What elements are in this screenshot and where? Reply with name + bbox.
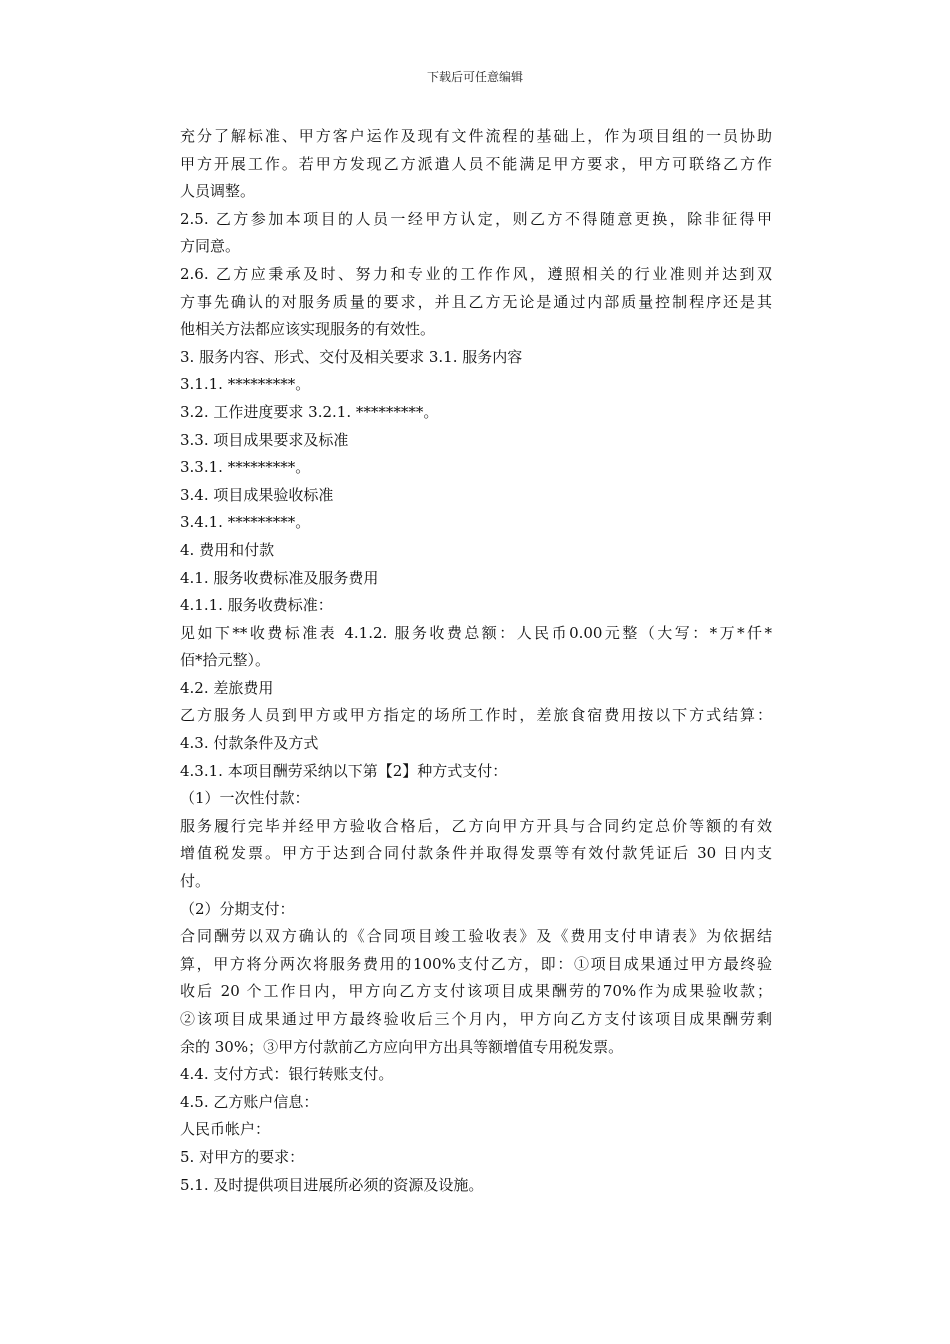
document-body <box>180 123 772 1199</box>
text-line: 收后 20 个工作日内，甲方向乙方支付该项目成果酬劳的70%作为成果验收款； <box>180 982 772 1001</box>
text-line: 3.4. 项目成果验收标准 <box>180 485 334 504</box>
text-line: 余的 30%；③甲方付款前乙方应向甲方出具等额增值专用税发票。 <box>180 1037 624 1056</box>
text-line: 5. 对甲方的要求： <box>180 1147 305 1166</box>
text-line: 充分了解标准、甲方客户运作及现有文件流程的基础上，作为项目组的一员协助 <box>180 127 772 145</box>
text-line: 见如下**收费标准表 4.1.2. 服务收费总额：人民币0.00元整（大写：*万*仟* <box>180 623 772 642</box>
text-line: 2.6. 乙方应秉承及时、努力和专业的工作作风，遵照相关的行业准则并达到双 <box>180 264 772 283</box>
text-line: 2.5. 乙方参加本项目的人员一经甲方认定，则乙方不得随意更换，除非征得甲 <box>180 209 772 228</box>
text-line: 4.2. 差旅费用 <box>180 678 274 697</box>
text-line: （1）一次性付款： <box>180 789 310 808</box>
text-line: 3.3.1. *********。 <box>180 458 311 477</box>
text-line: 3. 服务内容、形式、交付及相关要求 3.1. 服务内容 <box>180 347 523 366</box>
text-line: 算，甲方将分两次将服务费用的100%支付乙方，即：①项目成果通过甲方最终验 <box>180 954 772 973</box>
text-line: 服务履行完毕并经甲方验收合格后，乙方向甲方开具与合同约定总价等额的有效 <box>180 816 772 835</box>
text-line: 5.1. 及时提供项目进展所必须的资源及设施。 <box>180 1175 484 1194</box>
text-line: 3.2. 工作进度要求 3.2.1. *********。 <box>180 402 439 421</box>
text-line: 乙方服务人员到甲方或甲方指定的场所工作时，差旅食宿费用按以下方式结算： <box>180 706 772 725</box>
text-line: 增值税发票。甲方于达到合同付款条件并取得发票等有效付款凭证后 30 日内支 <box>180 844 772 863</box>
text-line: 合同酬劳以双方确认的《合同项目竣工验收表》及《费用支付申请表》为依据结 <box>180 927 772 946</box>
page-header: 下载后可任意编辑 <box>426 70 523 84</box>
text-line: 付。 <box>180 872 211 891</box>
text-line: 他相关方法都应该实现服务的有效性。 <box>180 320 436 339</box>
text-line: 4.5. 乙方账户信息： <box>180 1092 319 1111</box>
text-line: 甲方开展工作。若甲方发现乙方派遣人员不能满足甲方要求，甲方可联络乙方作 <box>180 154 772 173</box>
text-line: （2）分期支付： <box>180 899 295 918</box>
text-line: 方同意。 <box>180 237 241 256</box>
text-line: 4.3.1. 本项目酬劳采纳以下第【2】种方式支付： <box>180 761 508 780</box>
text-line: 人民币帐户： <box>180 1120 271 1139</box>
text-line: 4. 费用和付款 <box>180 540 275 559</box>
text-line: ②该项目成果通过甲方最终验收后三个月内，甲方向乙方支付该项目成果酬劳剩 <box>180 1010 772 1028</box>
text-line: 方事先确认的对服务质量的要求，并且乙方无论是通过内部质量控制程序还是其 <box>180 292 772 311</box>
text-line: 3.3. 项目成果要求及标准 <box>180 430 349 449</box>
text-line: 4.3. 付款条件及方式 <box>180 734 319 753</box>
text-line: 4.1.1. 服务收费标准： <box>180 596 333 615</box>
text-line: 3.4.1. *********。 <box>180 513 311 532</box>
text-line: 人员调整。 <box>180 182 256 201</box>
text-line: 4.1. 服务收费标准及服务费用 <box>180 568 379 587</box>
text-line: 佰*拾元整）。 <box>180 651 271 670</box>
text-line: 3.1.1. *********。 <box>180 375 311 394</box>
text-line: 4.4. 支付方式：银行转账支付。 <box>180 1065 394 1084</box>
